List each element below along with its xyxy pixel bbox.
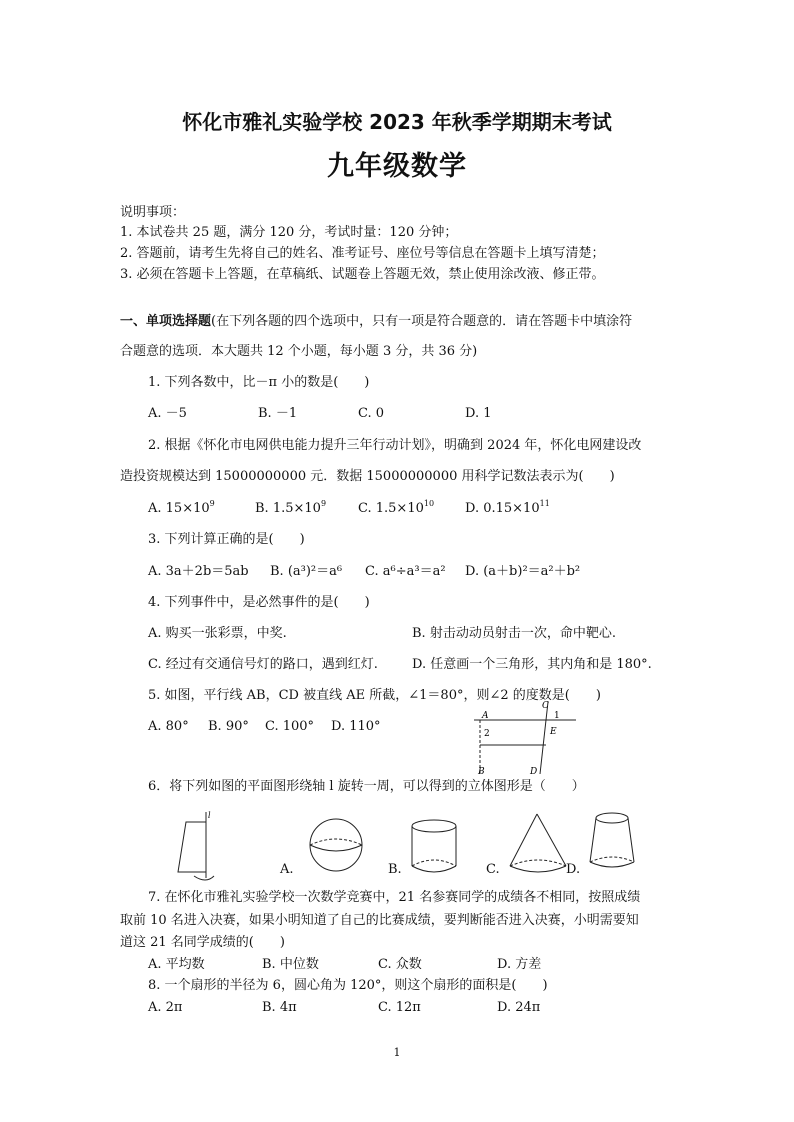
- q4-option-b: B. 射击动动员射击一次，命中靶心.: [412, 626, 616, 641]
- q6-cylinder-figure: [406, 816, 466, 878]
- instruction-item: 2. 答题前，请考生先将自己的姓名、准考证号、座位号等信息在答题卡上填写清楚；: [120, 246, 605, 261]
- q5-option-b: B. 90°: [208, 719, 249, 734]
- section-label: 一、单项选择题: [120, 314, 212, 329]
- question-3-stem: 3. 下列计算正确的是( ): [148, 532, 305, 547]
- label-d: D: [530, 767, 538, 777]
- q3-option-c: C. a⁶÷a³＝a²: [365, 564, 446, 579]
- exam-subtitle: 九年级数学: [327, 151, 467, 182]
- line-cd: [540, 702, 548, 774]
- q3-option-b: B. (a³)²＝a⁶: [270, 564, 343, 579]
- instruction-item: 1. 本试卷共 25 题，满分 120 分，考试时量：120 分钟；: [120, 225, 458, 240]
- label-c: C: [542, 701, 549, 711]
- q1-option-a: A. －5: [148, 406, 187, 421]
- q6-option-c: C.: [486, 862, 500, 877]
- q6-option-d: D.: [566, 862, 581, 877]
- trapezoid-shape: [178, 822, 206, 872]
- q6-plane-figure: [168, 810, 218, 882]
- q6-option-a: A.: [280, 862, 294, 877]
- q5-option-d: D. 110°: [331, 719, 381, 734]
- label-e: E: [550, 727, 557, 737]
- q2-option-c: C. $1.5\times 10^{10}$: [358, 499, 435, 516]
- label-a: A: [482, 711, 489, 721]
- q8-option-a: A. 2π: [148, 1000, 183, 1015]
- q2-option-b: B. $1.5\times 10^9$: [255, 499, 327, 516]
- label-1: 1: [554, 711, 560, 721]
- question-6-stem: 6．将下列如图的平面图形绕轴 l 旋转一周，可以得到的立体图形是（ ）: [148, 779, 585, 794]
- exam-title: 怀化市雅礼实验学校 2023 年秋季学期期末考试: [182, 110, 612, 134]
- q3-option-a: A. 3a＋2b＝5ab: [148, 564, 249, 579]
- question-5-stem: 5. 如图，平行线 AB，CD 被直线 AE 所截，∠1＝80°，则∠2 的度数是( ): [148, 688, 601, 703]
- question-2-stem-cont: 造投资规模达到 15000000000 元．数据 15000000000 用科学记数法表示为( ): [120, 469, 615, 484]
- q1-option-d: D. 1: [465, 406, 492, 421]
- section-header: [120, 314, 632, 330]
- q6-frustum-figure: [588, 808, 640, 874]
- section-description-cont: 合题意的选项．本大题共 12 个小题，每小题 3 分，共 36 分): [120, 344, 478, 359]
- question-2-stem: 2. 根据《怀化市电网供电能力提升三年行动计划》，明确到 2024 年，怀化电网建设改: [148, 438, 642, 453]
- q4-option-a: A. 购买一张彩票，中奖.: [148, 626, 287, 641]
- question-4-stem: 4. 下列事件中，是必然事件的是( ): [148, 595, 370, 610]
- q8-option-c: C. 12π: [378, 1000, 421, 1015]
- label-2: 2: [484, 729, 490, 739]
- q1-option-b: B. －1: [258, 406, 298, 421]
- q6-sphere-figure: [303, 813, 373, 873]
- question-8-stem: 8. 一个扇形的半径为 6，圆心角为 120°，则这个扇形的面积是( ): [148, 978, 548, 993]
- q8-option-d: D. 24π: [497, 1000, 541, 1015]
- instruction-item: 3. 必须在答题卡上答题，在草稿纸、试题卷上答题无效，禁止使用涂改液、修正带。: [120, 267, 605, 282]
- q7-option-a: A. 平均数: [148, 957, 205, 972]
- label-b: B: [478, 767, 485, 777]
- instructions-heading: 说明事项：: [120, 205, 186, 220]
- q6-option-b: B.: [388, 862, 402, 877]
- section-description: (在下列各题的四个选项中，只有一项是符合题意的．请在答题卡中填涂符: [211, 314, 633, 329]
- question-7-stem: 7. 在怀化市雅礼实验学校一次数学竞赛中，21 名参赛同学的成绩各不相同，按照成绩: [148, 890, 641, 905]
- q6-cone-figure: [506, 810, 574, 878]
- q7-option-c: C. 众数: [378, 957, 422, 972]
- q1-option-c: C. 0: [358, 406, 385, 421]
- q5-parallel-lines-figure: [470, 698, 580, 778]
- q2-option-a: A. $15\times 10^9$: [148, 499, 215, 516]
- question-1-stem: 1. 下列各数中，比－π 小的数是( ): [148, 375, 370, 390]
- q5-option-c: C. 100°: [265, 719, 315, 734]
- axis-label: l: [208, 811, 211, 820]
- q5-option-a: A. 80°: [148, 719, 189, 734]
- q4-option-d: D. 任意画一个三角形，其内角和是 180°.: [412, 657, 652, 672]
- question-7-stem-cont: 取前 10 名进入决赛，如果小明知道了自己的比赛成绩，要判断能否进入决赛，小明需要知: [120, 913, 639, 928]
- question-7-stem-cont: 道这 21 名同学成绩的( ): [120, 935, 285, 950]
- q2-option-d: D. $0.15\times 10^{11}$: [465, 499, 550, 516]
- q3-option-d: D. (a＋b)²＝a²＋b²: [465, 564, 581, 579]
- q7-option-d: D. 方差: [497, 957, 542, 972]
- page-number: 1: [393, 1046, 401, 1059]
- q8-option-b: B. 4π: [262, 1000, 297, 1015]
- q7-option-b: B. 中位数: [262, 957, 319, 972]
- rotation-arrow-icon: [194, 876, 214, 880]
- q4-option-c: C. 经过有交通信号灯的路口，遇到红灯.: [148, 657, 378, 672]
